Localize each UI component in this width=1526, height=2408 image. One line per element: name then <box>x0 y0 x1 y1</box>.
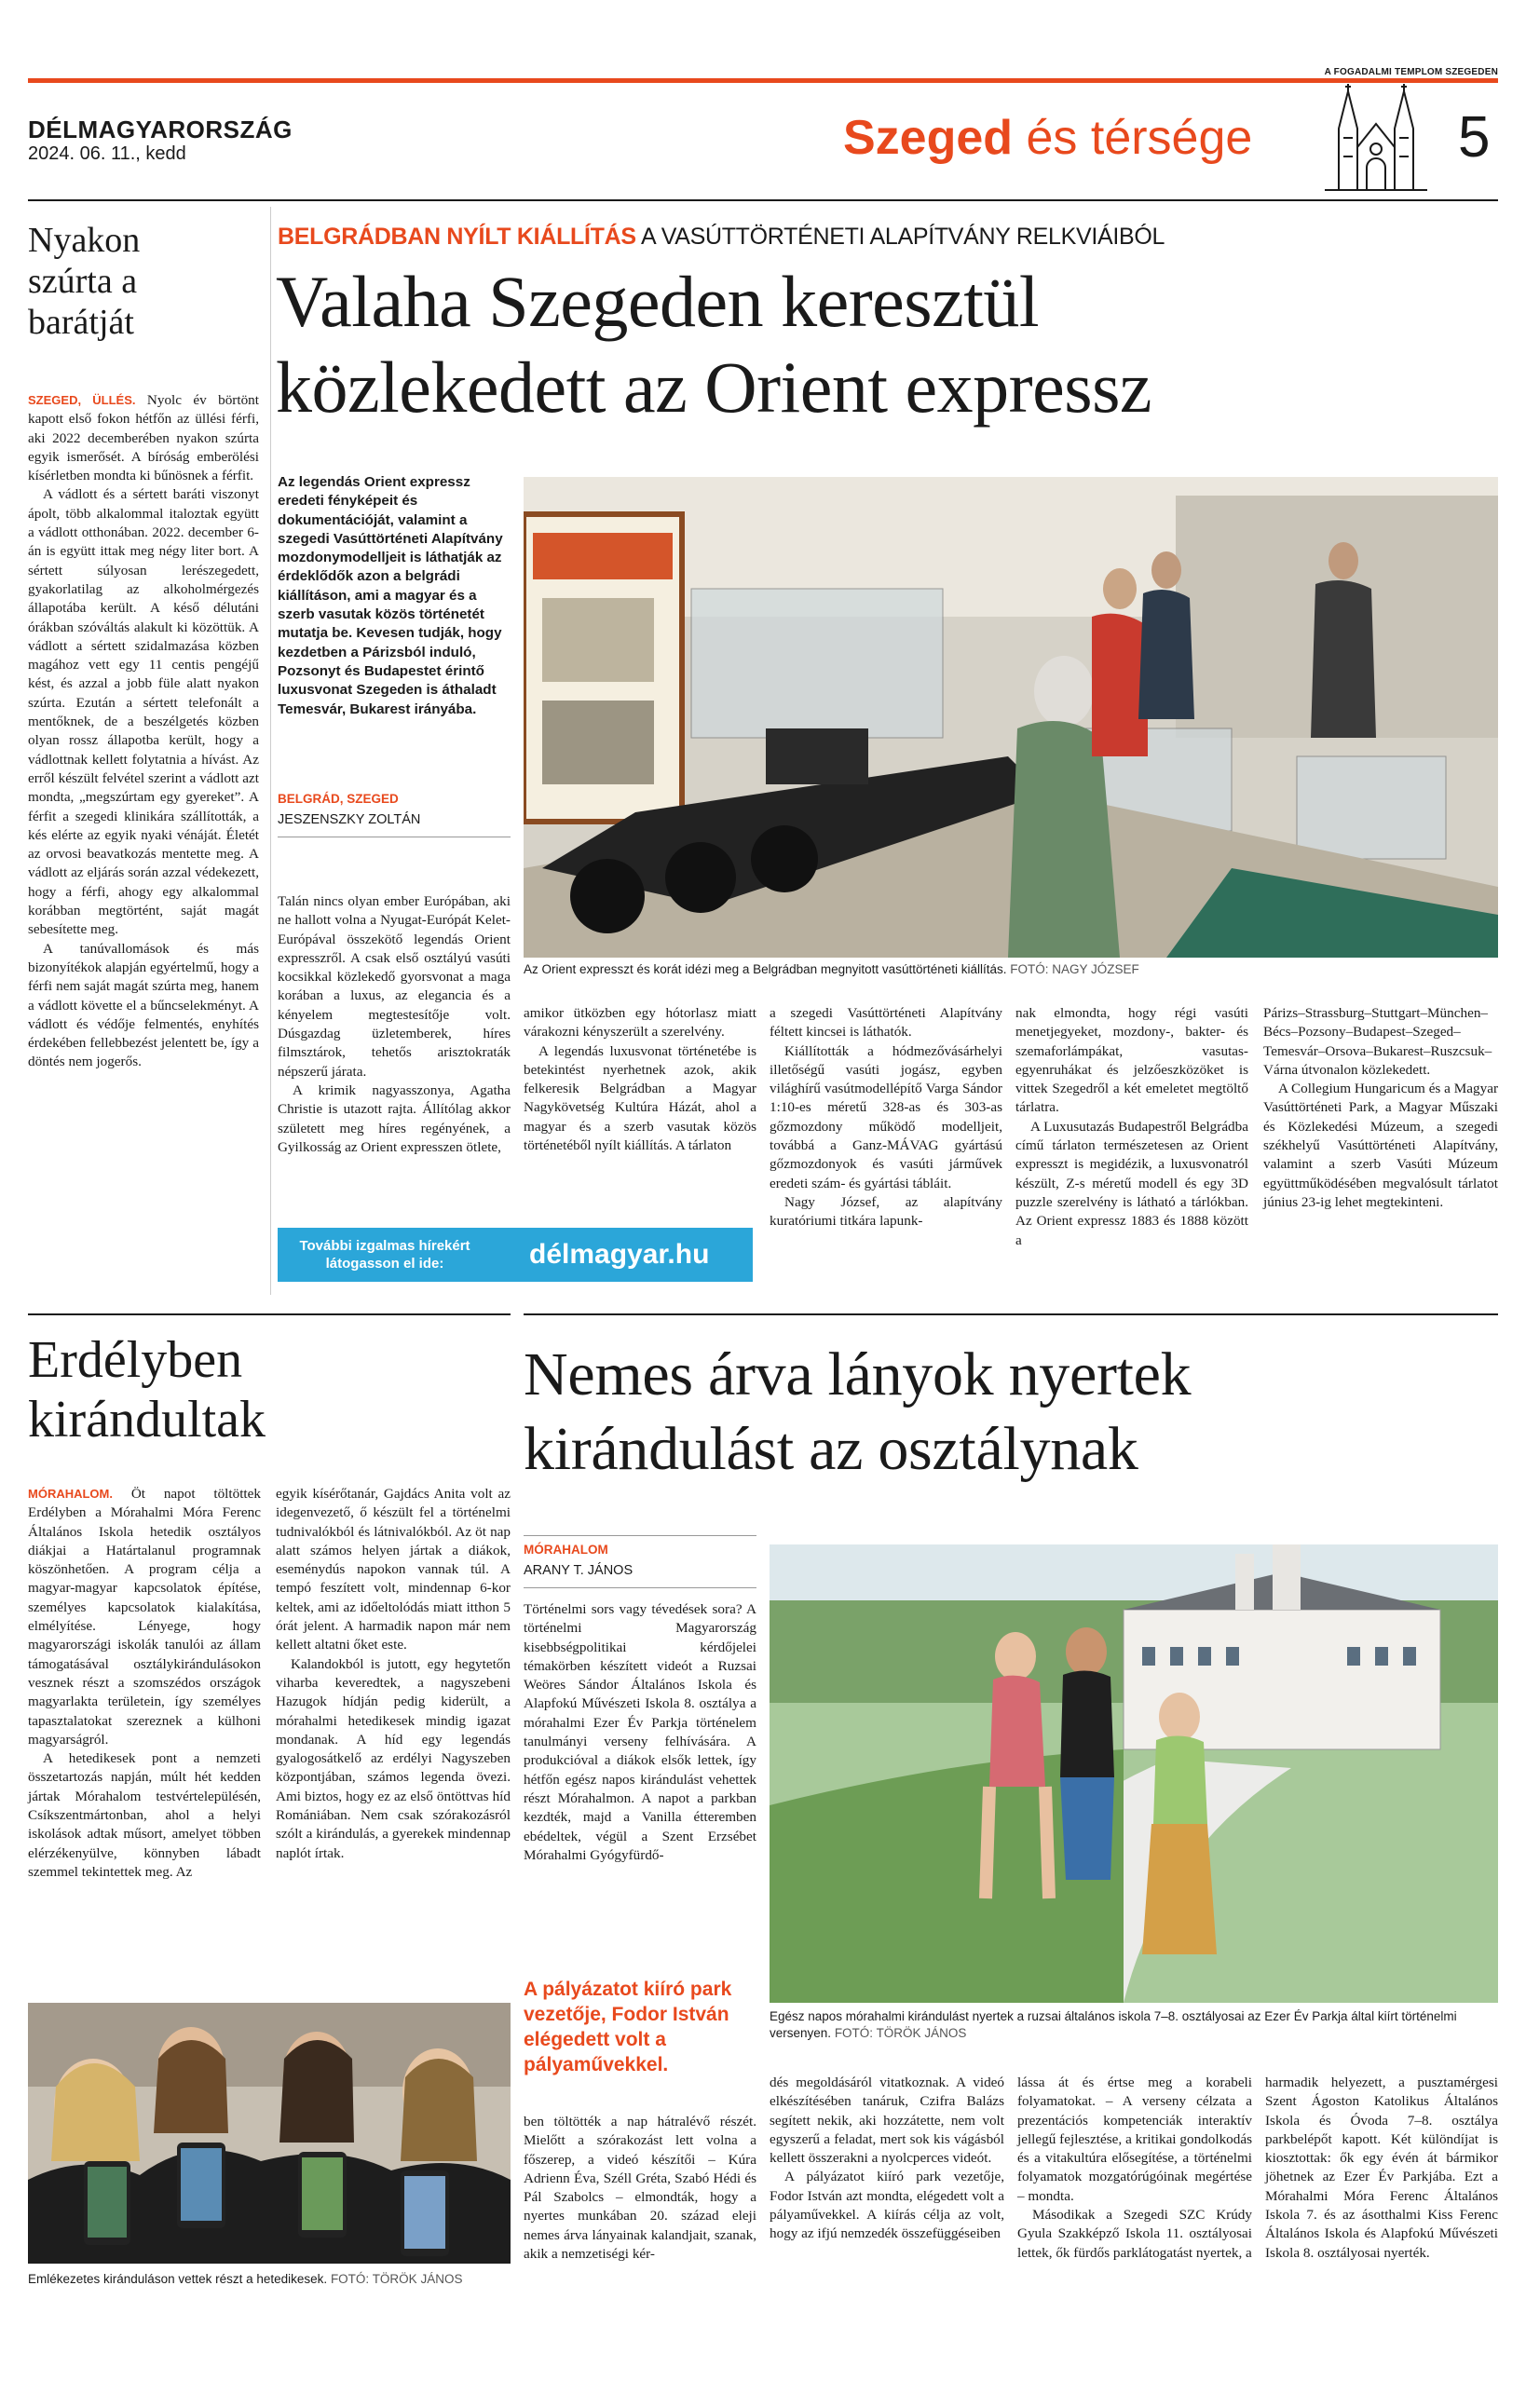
main-col-5-p1: Párizs–Strassburg–Stuttgart–München–Bécs–Pozsony–Budapest–Szeged–Temesvár–Orsova–Bukarest–Ruszcsuk–Várna útvonalon közlekedett. <box>1263 1005 1492 1078</box>
erdely-col-2-p1: egyik kísérőtanár, Gajdács Anita volt az idegenvezető, ő készült fel a történelmi tudnivalókból és látnivalókból. Az öt nap alatt számos helyen jártak a diákok, eseménydús napokon vannak túl. A tempó feszített volt, mindennap 6-kor keltek, ami az időeltolódás miatt itthon 5 órát jelent. A harmadik napon már nem kellett altatni őket este. <box>276 1486 511 1653</box>
main-col-1-p1: Talán nincs olyan ember Európában, aki ne hallott volna a Nyugat-Európát Kelet-Európával összekötő legendás Orient expresszről. A csak első osztályú vasúti kocsikkal közlekedő gyorsvonat a maga korában a luxus, az elegancia és a kényelem megtestesítője volt. Dúsgazdag üzletemberek, híres filmsztárok, tehetős arisztokraták népszerű járata. <box>278 893 511 1080</box>
main-kicker <box>278 224 1165 251</box>
main-headline-line-2: közlekedett az Orient expressz <box>276 347 1152 428</box>
promo-text-line-1: További izgalmas hírekért <box>299 1238 470 1254</box>
nemes-col-5: harmadik helyezett, a pusztamérgesi Szent Ágoston Katolikus Általános Iskola és Óvoda 7–8. osztálya parkbelépőt kapott. Két különdíjat is kiosztottak: ők egy évén át bármikor jöhetnek az Ezer Év Parkjába. Ezt a Mórahalmi Móra Ferenc Általános Iskola 7. és az ásotthalmi Kiss Ferenc Általános Iskola és Alapfokú Művészeti Iskola 8. osztályosai nyerték. <box>1265 2075 1498 2261</box>
main-col-4-p1: nak elmondta, hogy régi vasúti menetjegyeket, mozdony-, bakter- és szemaforlámpákat, vasutas-egyenruhákat és jelzőeszközöket is vittek Szegedről a két emeletet megtöltő tárlatra. <box>1015 1005 1248 1116</box>
nemes-col-4-p1: lássa át és értse meg a korabeli folyamatokat. – A verseny célzata a prezentációs kompetenciák interaktív jellegű fejlesztése, a kritikai gondolkodás és a vitakultúra elősegítése, a történelmi folyamatok mozgatórúgóinak megértése – mondta. <box>1017 2075 1252 2204</box>
park-photo <box>770 1544 1498 2003</box>
main-headline <box>276 259 1151 430</box>
top-rule <box>28 78 1498 83</box>
section-title-light: és térsége <box>1013 111 1253 165</box>
main-col-4-p2: A Luxusutazás Budapestről Belgrádba című tárlaton természetesen az Orient expresszt is megidézik, a luxusvonatról készült, Z-s méretű modell és egy 3D puzzle szerelvény is látható a tárlókban. Az Orient expressz 1883 és 1888 között a <box>1015 1118 1248 1248</box>
nemes-col-4-p2: Másodikak a Szegedi SZC Krúdy Gyula Szakképző Iskola 11. osztályosai lettek, ők fürdős parklátogatást nyertek, a <box>1017 2207 1252 2261</box>
nemes-col-3-p2: A pályázatot kiíró park vezetője, Fodor István azt mondta, elégedett volt a pályaművekkel. A kiírás célja az volt, hogy az ifjú nemzedék összefüggéseiben <box>770 2169 1004 2242</box>
left-story-place: SZEGED, ÜLLÉS. <box>28 393 136 407</box>
promo-text <box>278 1237 492 1272</box>
nemes-headline-line-2: kirándulást az osztálynak <box>524 1415 1138 1483</box>
main-kicker-rest: A VASÚTTÖRTÉNETI ALAPÍTVÁNY RELKVIÁIBÓL <box>635 224 1165 250</box>
main-photo-credit: FOTÓ: NAGY JÓZSEF <box>1010 962 1139 976</box>
museum-photo <box>524 477 1498 958</box>
nemes-pullquote: A pályázatot kiíró park vezetője, Fodor István elégedett volt a pályaművekkel. <box>524 1979 732 2075</box>
nemes-byline-rule-2 <box>524 1587 756 1588</box>
nemes-col-4 <box>1017 2074 1252 2263</box>
main-photo-caption-text: Az Orient expresszt és korát idézi meg a Belgrádban megnyitott vasúttörténeti kiállítás. <box>524 962 1007 976</box>
students-photo-credit: FOTÓ: TÖRÖK JÁNOS <box>330 2272 463 2286</box>
section-title <box>843 110 1252 166</box>
erdely-col-2-p2: Kalandokból is jutott, egy hegytetőn viharba keveredtek, a nagyszebeni Hazugok hídján pedig kiderült, a mórahalmi hetedikesek mindig igazat mondanak. A híd egy legendás gyalogosátkelő az erdélyi Nagyszeben központjában, számos legenda övezi. Ami biztos, hogy ez az első öntöttvas híd Romániában. Nem csak szórakozásról szólt a kirándulás, a gyerekek mindennap naplót írtak. <box>276 1655 511 1861</box>
nemes-byline-rule <box>524 1535 756 1536</box>
promo-site-link[interactable]: délmagyar.hu <box>529 1239 710 1270</box>
nemes-col-2: ben töltötték a nap hátralévő részét. Mielőtt a szórakozást lett volna a főszerep, a videó készítői – Kúra Adrienn Éva, Széll Gréta, Szabó Hédi és Pál Szabolcs – elmondták, hogy a nyertes munkában 20. század eleji nemes árva lányainak kalandjait, szanak, akik a nemzetiségi kér- <box>524 2114 756 2263</box>
nemes-byline-place: MÓRAHALOM <box>524 1543 608 1557</box>
park-photo-caption <box>770 2008 1498 2042</box>
nemes-byline-author: ARANY T. JÁNOS <box>524 1563 634 1578</box>
nemes-headline-line-1: Nemes árva lányok nyertek <box>524 1340 1192 1408</box>
erdely-col-2 <box>276 1485 511 1863</box>
park-photo-credit: FOTÓ: TÖRÖK JÁNOS <box>834 2026 967 2040</box>
main-col-1 <box>278 892 511 1157</box>
left-story-para-1: Nyolc év börtönt kapott első fokon hétfőn az üllési férfi, aki 2022 decemberében nyakon szúrta egyik ismerősét. A bíróság emberölési kísérletben mondta ki bűnösnek a férfit. <box>28 392 259 484</box>
erdely-title <box>28 1330 266 1449</box>
erdely-col-1 <box>28 1485 261 1882</box>
left-story-title: Nyakon szúrta a barátját <box>28 221 141 342</box>
section-title-bold: Szeged <box>843 111 1014 165</box>
erdely-title-line-2: kirándultak <box>28 1391 266 1449</box>
promo-text-line-2: látogasson el ide: <box>325 1256 444 1272</box>
erdely-col-1-p1: Öt napot töltöttek Erdélyben a Mórahalmi Móra Ferenc Általános Iskola hetedik osztályos diákjai a Határtalanul programnak köszönhetően. A program célja a magyar-magyar kapcsolatok építése, személyes kapcsolatok kialakítása, elmélyítése. Lényege, hogy magyarországi iskolák tanulói az állam támogatásával osztálykirándulásokon vesznek részt a szomszédos országok magyarlakta területein, így személyes tapasztalatokat szereznek a külhoni magyarságról. <box>28 1486 261 1748</box>
mid-rule-left <box>28 1313 511 1315</box>
students-photo <box>28 2003 511 2264</box>
main-col-2 <box>524 1004 756 1155</box>
main-lead: Az legendás Orient expressz eredeti fényképeit és dokumentációját, valamint a szegedi Vasúttörténeti Alapítvány mozdonymodelljeit is láthatják az érdeklődők azon a belgrádi kiállításon, ami a magyar és a szerb vasutak közös történetét mutatja be. Kevesen tudják, hogy kezdetben a Párizsból induló, Pozsonyt és Budapestet érintő luxusvonat Szegeden is áthaladt Temesvár, Bukarest irányába. <box>278 474 503 717</box>
main-byline-place: BELGRÁD, SZEGED <box>278 792 399 806</box>
left-story-para-3: A tanúvallomások és más bizonyítékok alapján egyértelmű, hogy a férfi nem saját magát szúrta meg, hanem a vádlott követte el a bűncselekményt. A vádlott és védője felmentés, enyhítés érdekében fellebbezést jelentett be, így a döntés nem jogerős. <box>28 940 259 1070</box>
students-photo-caption-text: Emlékezetes kiránduláson vettek részt a hetedikesek. <box>28 2272 328 2286</box>
students-photo-caption <box>28 2271 511 2288</box>
erdely-col-1-p2: A hetedikesek pont a nemzeti összetartozás napján, múlt hét kedden jártak Mórahalom testvértelepülésén, Csíkszentmártonban, ahol a helyi iskolások adtak műsort, amelyet többen elérzékenyülve, könnyben lábadt szemmel tekintettek meg. Az <box>28 1750 261 1880</box>
cathedral-icon <box>1315 82 1437 192</box>
main-col-2-p2: A legendás luxusvonat történetébe is betekintést nyerhetnek azok, akik felkeresik Belgrádban a Magyar Nagykövetség Kultúra Házát, ahol a magyar és a szerb vasutak közös történetéből nyílt kiállítás. A tárlaton <box>524 1042 756 1154</box>
promo-box[interactable] <box>278 1228 753 1282</box>
main-col-3-p3: Nagy József, az alapítvány kuratóriumi titkára lapunk- <box>770 1193 1002 1230</box>
main-col-5-p2: A Collegium Hungaricum és a Magyar Vasúttörténeti Park, a Magyar Műszaki és Közlekedési Múzeum, a szegedi székhelyű Vasúttörténeti Alapítvány, valamint a szerb Vasúti Múzeum együttműködésében megvalósult tárlatot június 23-ig lehet megtekinteni. <box>1263 1081 1498 1210</box>
main-col-3 <box>770 1004 1002 1231</box>
park-photo-caption-text: Egész napos mórahalmi kirándulást nyertek a ruzsai általános iskola 7–8. osztályosai az Ezer Év Parkja által kiírt történelmi versenyen. <box>770 2009 1457 2040</box>
masthead: DÉLMAGYARORSZÁG <box>28 116 293 143</box>
main-headline-line-1: Valaha Szegeden keresztül <box>276 261 1040 342</box>
left-column-divider <box>270 207 271 1295</box>
main-col-1-p2: A krimik nagyasszonya, Agatha Christie is utazott rajta. Állítólag akkor született meg híres regényének, a Gyilkosság az Orient expresszen ötlete, <box>278 1082 511 1155</box>
header-rule <box>28 199 1498 201</box>
main-byline-author: JESZENSZKY ZOLTÁN <box>278 812 421 827</box>
main-col-3-p2: Kiállították a hódmezővásárhelyi illetőségű vasúti jogász, egyben világhírű vasútmodellépítő Varga Sándor 1:10-es méretű 328-as és 303-as gőzmozdony működő modelljeit, továbbá a Ganz-MÁVAG gyártású gőzmozdonyok és vasúti járművek eredeti szám- és gyártási tábláit. <box>770 1042 1002 1191</box>
nemes-col-3-p1: dés megoldásáról vitatkoznak. A videó elkészítésében tanáruk, Czifra Balázs segített nekik, aki hozzátette, nem volt egyszerű a feladat, mert sok kis vágásból kellett összerakni a nyolcperces videót. <box>770 2075 1004 2167</box>
main-col-2-p1: amikor ütközben egy hótorlasz miatt várakozni kényszerült a szerelvény. <box>524 1005 756 1041</box>
logo-caption: A FOGADALMI TEMPLOM SZEGEDEN <box>1324 67 1498 77</box>
left-story-para-2: A vádlott és a sértett baráti viszonyt ápolt, több alkalommal italoztak együtt a vádlott otthonában. 2022. december 6-án is együtt ittak meg négy liter bort. A sértett súlyosan lerészegedett, gyakorlatilag az alkoholmérgezés állapotába került. A késő délutáni órákban szóváltás alakult ki közöttük. A vádlott a sértett szidalmazása közben magához vett egy 11 centis pengéjű kést, és azzal a jobb füle alatt nyakon szúrta. Ezután a sértett telefonált a mentőknek, de a beszélgetés közben olyan rossz állapotba került, hogy a vádlottnak kellett folytatnia a hívást. Az erről készült felvétel szerint a vádlott azt mondta, „megszúrtam egy gyereket”. A férfit a szegedi klinikára szállították, a kés elérte az egyik nyaki vénáját. Életét az orvosi beavatkozás mentette meg. A vádlott az eljárás során azzal védekezett, hogy a férfi, ahogy egy alkalommal korábban megtörtént, saját magát sebesítette meg. <box>28 486 259 938</box>
main-photo-caption <box>524 961 1498 978</box>
main-kicker-bold: BELGRÁDBAN NYÍLT KIÁLLÍTÁS <box>278 224 636 250</box>
nemes-col-3 <box>770 2074 1004 2244</box>
issue-date: 2024. 06. 11., kedd <box>28 143 186 164</box>
mid-rule-right <box>524 1313 1498 1315</box>
erdely-title-line-1: Erdélyben <box>28 1331 243 1389</box>
main-col-5 <box>1263 1004 1498 1212</box>
left-story-body <box>28 391 259 1072</box>
erdely-place: MÓRAHALOM. <box>28 1487 113 1501</box>
main-col-4 <box>1015 1004 1248 1250</box>
page-number: 5 <box>1458 105 1491 170</box>
nemes-headline <box>524 1338 1191 1487</box>
main-col-3-p1: a szegedi Vasúttörténeti Alapítvány féltett kincsei is láthatók. <box>770 1005 1002 1041</box>
nemes-lead-col: Történelmi sors vagy tévedések sora? A történelmi Magyarország kisebbségpolitikai kérdőjelei témakörben készített videót a Ruzsai Weöres Sándor Általános Iskola és Alapfokú Művészeti Iskola 8. osztálya a mórahalmi Ezer Év Parkja történelem tanulmányi verseny felhívására. A produkcióval a diákok elsők lettek, így hétfőn egész napos kirándulást vehettek részt Mórahalmon. A napot a parkban kezdték, majd a Vanilla étteremben ebédeltek, végül a Szent Erzsébet Mórahalmi Gyógyfürdő- <box>524 1601 756 1863</box>
